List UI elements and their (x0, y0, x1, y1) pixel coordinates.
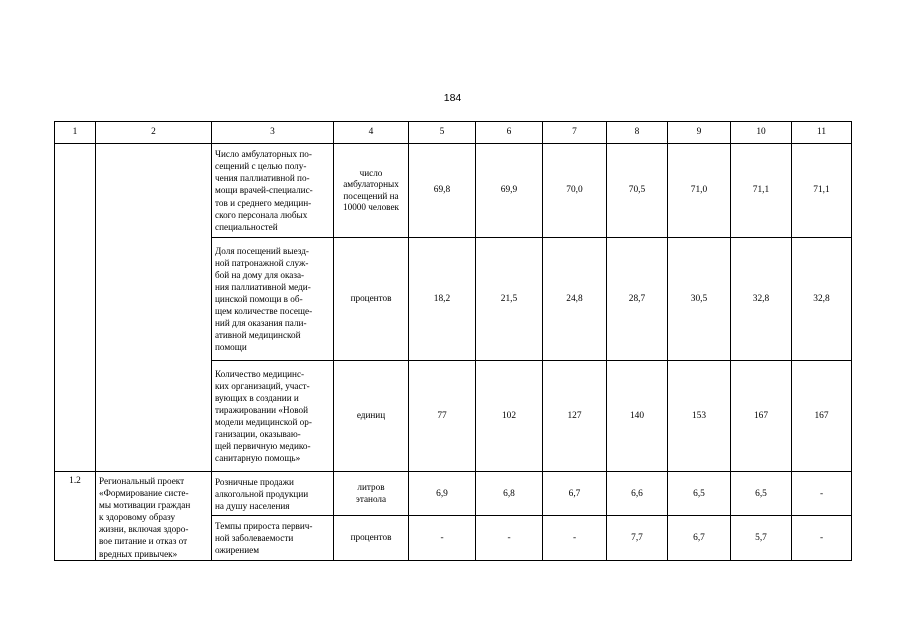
value-cell: 5,7 (731, 516, 792, 560)
unit-cell: число амбулаторных посещений на 10000 человек (334, 144, 409, 238)
value-cell: 24,8 (543, 238, 607, 361)
table-row (55, 144, 852, 238)
value-cell: 71,1 (792, 144, 852, 238)
indicator-cell: Количество медицинс- ких организаций, участ- вующих в создании и тиражировании «Новой модели медицинской ор- ганизации, оказываю- щей первичную медико- санитарную помощь» (212, 361, 334, 472)
value-cell: 6,8 (476, 472, 543, 516)
value-cell: 6,9 (409, 472, 476, 516)
indicators-table (54, 121, 852, 561)
value-cell: - (792, 472, 852, 516)
value-cell: 71,0 (668, 144, 731, 238)
value-cell: 18,2 (409, 238, 476, 361)
value-cell: 102 (476, 361, 543, 472)
indicator-cell: Розничные продажи алкогольной продукции на душу населения (212, 472, 334, 516)
project-name-cell: Региональный проект «Формирование систе- мы мотивации граждан к здоровому образу жизни, включая здоро- вое питание и отказ от вредных привычек» (96, 472, 212, 561)
header-cell: 7 (543, 122, 607, 144)
value-cell: 167 (731, 361, 792, 472)
value-cell: 32,8 (792, 238, 852, 361)
empty-number-cell (55, 144, 96, 472)
value-cell: - (476, 516, 543, 560)
unit-cell: процентов (334, 238, 409, 361)
header-cell: 6 (476, 122, 543, 144)
header-cell: 10 (731, 122, 792, 144)
value-cell: 153 (668, 361, 731, 472)
value-cell: 6,7 (668, 516, 731, 560)
value-cell: 30,5 (668, 238, 731, 361)
value-cell: - (543, 516, 607, 560)
value-cell: 69,9 (476, 144, 543, 238)
value-cell: 140 (607, 361, 668, 472)
header-cell: 1 (55, 122, 96, 144)
header-cell: 2 (96, 122, 212, 144)
value-cell: 6,5 (731, 472, 792, 516)
unit-cell: процентов (334, 516, 409, 560)
empty-project-cell (96, 144, 212, 472)
header-row (55, 122, 852, 144)
value-cell: 32,8 (731, 238, 792, 361)
header-cell: 4 (334, 122, 409, 144)
header-cell: 3 (212, 122, 334, 144)
section-number-cell: 1.2 (55, 472, 96, 561)
unit-cell: литров этанола (334, 472, 409, 516)
value-cell: 6,6 (607, 472, 668, 516)
table-row (55, 472, 852, 516)
value-cell: - (409, 516, 476, 560)
value-cell: 6,5 (668, 472, 731, 516)
value-cell: 71,1 (731, 144, 792, 238)
indicator-cell: Число амбулаторных по- сещений с целью полу- чения паллиативной по- мощи врачей-специалис- тов и среднего медицин- ского персонала любых специальностей (212, 144, 334, 238)
value-cell: 167 (792, 361, 852, 472)
indicator-cell: Доля посещений выезд- ной патронажной служ- бой на дому для оказа- ния паллиативной меди- цинской помощи в об- щем количестве посеще- ний для оказания пали- ативной медицинской помощи (212, 238, 334, 361)
value-cell: 21,5 (476, 238, 543, 361)
value-cell: 6,7 (543, 472, 607, 516)
unit-cell: единиц (334, 361, 409, 472)
header-cell: 9 (668, 122, 731, 144)
header-cell: 5 (409, 122, 476, 144)
header-cell: 11 (792, 122, 852, 144)
value-cell: 69,8 (409, 144, 476, 238)
value-cell: 127 (543, 361, 607, 472)
value-cell: 28,7 (607, 238, 668, 361)
header-cell: 8 (607, 122, 668, 144)
value-cell: 70,5 (607, 144, 668, 238)
indicator-cell: Темпы прироста первич- ной заболеваемости ожирением (212, 516, 334, 560)
value-cell: 70,0 (543, 144, 607, 238)
value-cell: - (792, 516, 852, 560)
value-cell: 7,7 (607, 516, 668, 560)
page-number: 184 (443, 92, 462, 104)
value-cell: 77 (409, 361, 476, 472)
